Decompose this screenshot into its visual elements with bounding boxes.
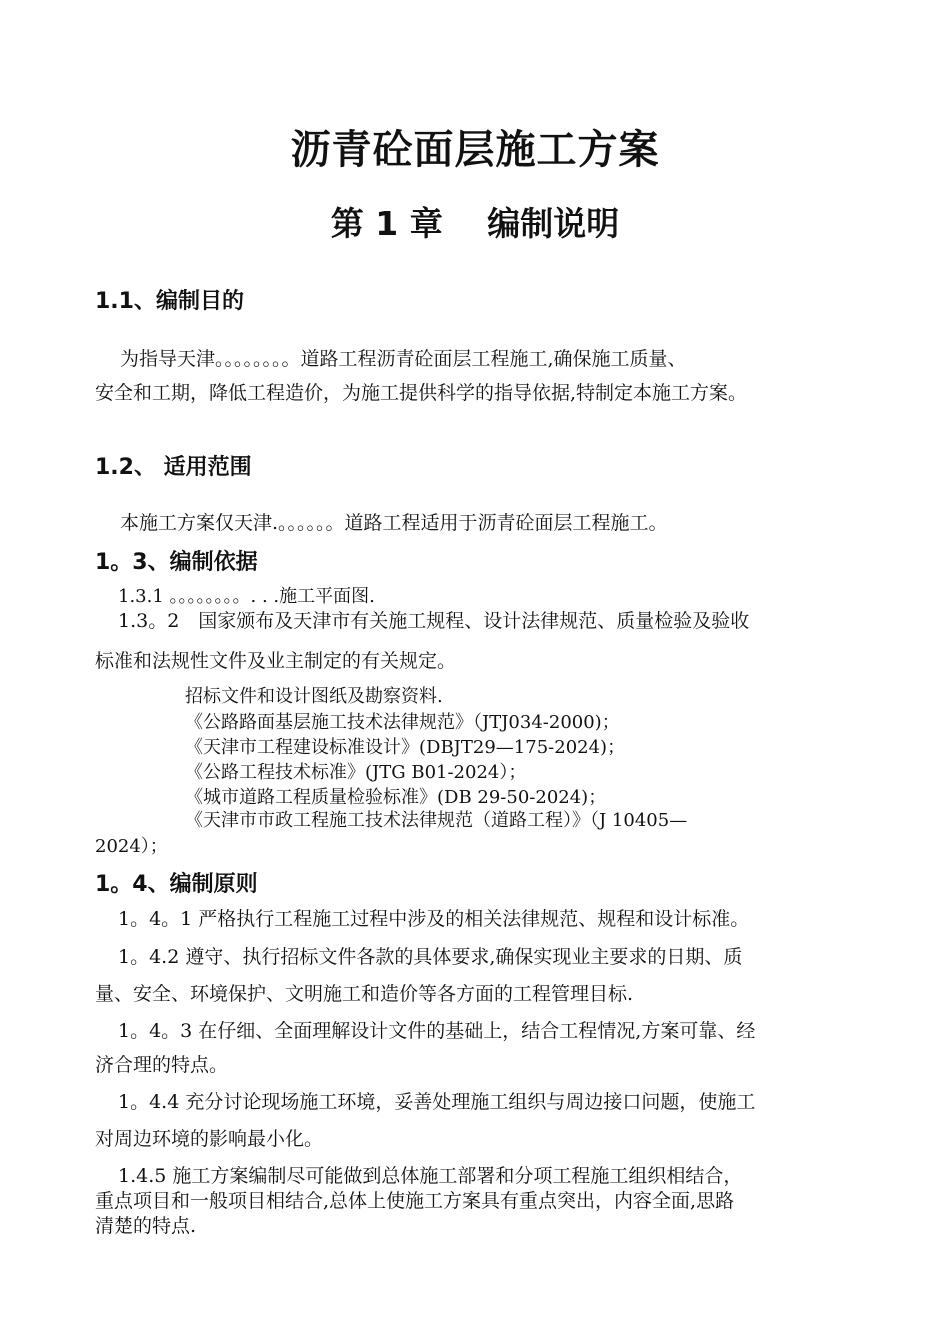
paragraph-line: 本施工方案仅天津.。。。。。。道路工程适用于沥青砼面层工程施工。 — [120, 512, 668, 534]
chapter-heading: 第 1 章 编制说明 — [330, 204, 620, 243]
paragraph-line: 安全和工期，降低工程造价，为施工提供科学的指导依据,特制定本施工方案。 — [95, 382, 748, 404]
reference-item: 《公路工程技术标准》(JTG B01-2024）； — [185, 762, 527, 783]
reference-item: 《天津市工程建设标准设计》(DBJT29—175-2024)； — [185, 737, 626, 758]
paragraph-line: 1。4.4 充分讨论现场施工环境，妥善处理施工组织与周边接口问题，使施工 — [118, 1091, 756, 1113]
paragraph-line: 对周边环境的影响最小化。 — [95, 1128, 324, 1150]
paragraph-line: 1。4。1 严格执行工程施工过程中涉及的相关法律规范、规程和设计标准。 — [118, 908, 750, 930]
paragraph-line: 标准和法规性文件及业主制定的有关规定。 — [95, 650, 457, 672]
paragraph-line: 为指导天津。。。。。。。。道路工程沥青砼面层工程施工,确保施工质量、 — [120, 348, 687, 370]
section-heading-1-1: 1.1、编制目的 — [95, 289, 244, 314]
paragraph-line: 济合理的特点。 — [95, 1054, 229, 1076]
paragraph-line: 1.4.5 施工方案编制尽可能做到总体施工部署和分项工程施工组织相结合， — [118, 1165, 743, 1187]
reference-item: 招标文件和设计图纸及勘察资料. — [185, 686, 443, 707]
document-title: 沥青砼面层施工方案 — [290, 127, 660, 173]
reference-item-tail: 2024）； — [95, 836, 168, 857]
paragraph-line: 重点项目和一般项目相结合,总体上使施工方案具有重点突出，内容全面,思路 — [95, 1190, 735, 1212]
paragraph-line: 清楚的特点. — [95, 1215, 197, 1237]
paragraph-line: 1.3。2 国家颁布及天津市有关施工规程、设计法律规范、质量检验及验收 — [118, 610, 750, 632]
reference-item: 《公路路面基层施工技术法律规范》（JTJ034-2000)； — [185, 712, 620, 733]
paragraph-line: 1。4。3 在仔细、全面理解设计文件的基础上，结合工程情况,方案可靠、经 — [118, 1020, 756, 1042]
section-heading-1-2: 1.2、 适用范围 — [95, 455, 252, 480]
section-heading-1-3: 1。3、编制依据 — [95, 550, 258, 575]
section-heading-1-4: 1。4、编制原则 — [95, 872, 258, 897]
paragraph-line: 1。4.2 遵守、执行招标文件各款的具体要求,确保实现业主要求的日期、质 — [118, 946, 743, 968]
paragraph-line: 量、安全、环境保护、文明施工和造价等各方面的工程管理目标. — [95, 983, 634, 1005]
reference-item: 《城市道路工程质量检验标准》(DB 29-50-2024)； — [185, 787, 607, 808]
paragraph-line: 1.3.1 。。。。。。。。. . .施工平面图. — [118, 586, 375, 607]
reference-item: 《天津市市政工程施工技术法律规范（道路工程）》（J 10405— — [185, 810, 688, 831]
